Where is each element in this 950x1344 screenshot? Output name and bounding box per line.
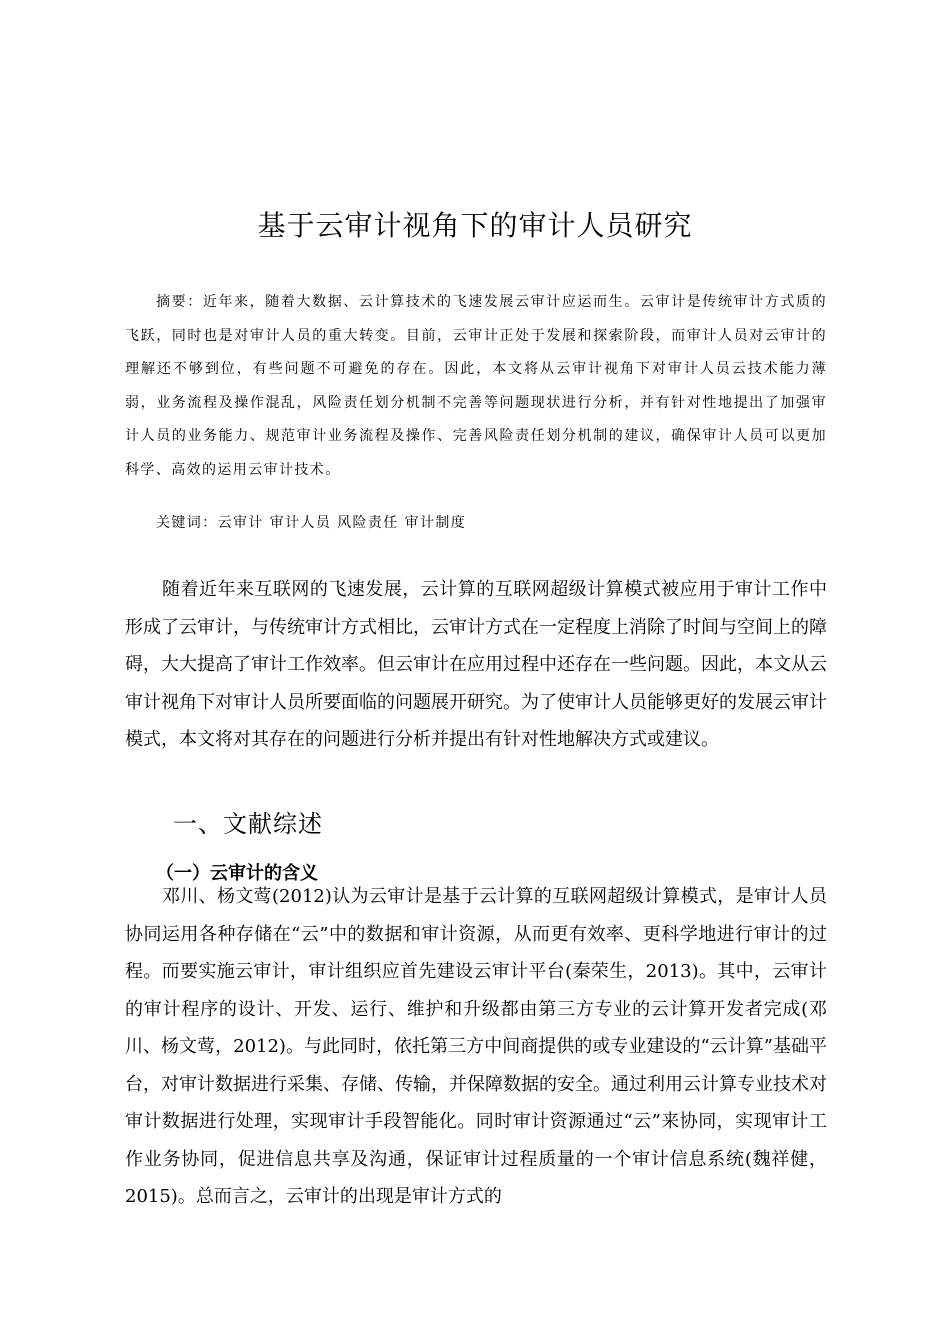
- definition-paragraph: 邓川、杨文莺(2012)认为云审计是基于云计算的互联网超级计算模式，是审计人员协同运用各种存储在“云”中的数据和审计资源，从而更有效率、更科学地进行审计的过程。而要实施云审计，审计组织应首先建设云审计平台(秦荣生，2013)。其中，云审计的审计程序的设计、开发、运行、维护和升级都由第三方专业的云计算开发者完成(邓川、杨文莺，2012)。与此同时，依托第三方中间商提供的或专业建设的“云计算”基础平台，对审计数据进行采集、存储、传输，并保障数据的安全。通过利用云计算专业技术对审计数据进行处理，实现审计手段智能化。同时审计资源通过“云”来协同，实现审计工作业务协同，促进信息共享及沟通，保证审计过程质量的一个审计信息系统(魏祥健，2015)。总而言之，云审计的出现是审计方式的: [125, 886, 827, 1207]
- abstract-paragraph: 摘要：近年来，随着大数据、云计算技术的飞速发展云审计应运而生。云审计是传统审计方式质的飞跃，同时也是对审计人员的重大转变。目前，云审计正处于发展和探索阶段，而审计人员对云审计的理解还不够到位，有些问题不可避免的存在。因此，本文将从云审计视角下对审计人员云技术能力薄弱，业务流程及操作混乱，风险责任划分机制不完善等问题现状进行分析，并有针对性地提出了加强审计人员的业务能力、规范审计业务流程及操作、完善风险责任划分机制的建议，确保审计人员可以更加科学、高效的运用云审计技术。: [125, 294, 827, 478]
- section-heading-literature-review: 一、文献综述: [173, 810, 323, 838]
- keywords-line: 关键词：云审计 审计人员 风险责任 审计制度: [156, 515, 467, 531]
- document-title: 基于云审计视角下的审计人员研究: [257, 209, 693, 242]
- intro-paragraph: 随着近年来互联网的飞速发展，云计算的互联网超级计算模式被应用于审计工作中形成了云审计，与传统审计方式相比，云审计方式在一定程度上消除了时间与空间上的障碍，大大提高了审计工作效率。但云审计在应用过程中还存在一些问题。因此，本文从云审计视角下对审计人员所要面临的问题展开研究。为了使审计人员能够更好的发展云审计模式，本文将对其存在的问题进行分析并提出有针对性地解决方式或建议。: [125, 579, 827, 750]
- subsection-heading-definition: （一）云审计的含义: [156, 863, 318, 884]
